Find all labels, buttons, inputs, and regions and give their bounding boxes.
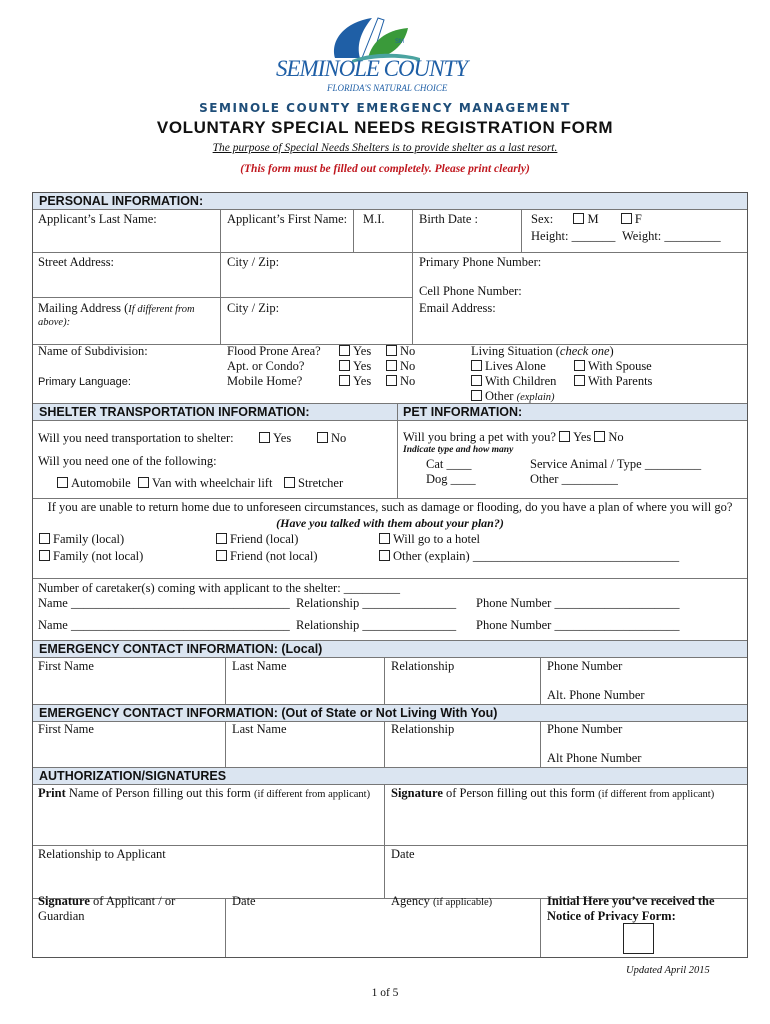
- caretaker-relationship-2[interactable]: Relationship _______________: [296, 618, 457, 632]
- local-first-name-label: First Name: [38, 659, 94, 673]
- sex-f-label: F: [634, 212, 642, 226]
- lives-alone-checkbox[interactable]: [471, 360, 482, 371]
- section-auth-heading: AUTHORIZATION/SIGNATURES: [33, 767, 747, 785]
- caretaker-name-2[interactable]: Name ___________________________________: [38, 618, 290, 632]
- mobile-no-checkbox[interactable]: [386, 375, 397, 386]
- sex-field: [531, 212, 642, 227]
- relationship-applicant-label: Relationship to Applicant: [38, 847, 166, 861]
- out-phone-label: Phone Number: [547, 722, 623, 736]
- need-following-label: Will you need one of the following:: [38, 454, 217, 468]
- caretaker-relationship-1[interactable]: Relationship _______________: [296, 596, 457, 610]
- section-transport-heading: SHELTER TRANSPORTATION INFORMATION:: [33, 403, 397, 421]
- dog-field[interactable]: Dog ____: [426, 472, 476, 486]
- date-label-1: Date: [391, 847, 415, 861]
- agency-label: Agency (if applicable): [391, 894, 493, 908]
- sex-label: Sex:: [531, 212, 554, 226]
- section-personal-heading: PERSONAL INFORMATION:: [33, 193, 747, 210]
- friend-not-local-checkbox[interactable]: [216, 550, 227, 561]
- plan-options-col2: Friend (local) Friend (not local): [216, 531, 317, 565]
- mailing-address-note: above):: [38, 317, 71, 328]
- bring-pet-label: Will you bring a pet with you? Yes No: [403, 430, 624, 444]
- updated-date: Updated April 2015: [626, 965, 710, 976]
- van-checkbox[interactable]: [138, 477, 149, 488]
- svg-text:SM: SM: [395, 39, 404, 45]
- out-alt-phone-label: Alt Phone Number: [547, 751, 642, 765]
- primary-phone-label: Primary Phone Number:: [419, 255, 542, 269]
- mi-label: M.I.: [363, 212, 385, 226]
- apt-no-checkbox[interactable]: [386, 360, 397, 371]
- out-last-name-label: Last Name: [232, 722, 287, 736]
- out-relationship-label: Relationship: [391, 722, 455, 736]
- local-phone-label: Phone Number: [547, 659, 623, 673]
- privacy-notice-label: Initial Here you’ve received the Notice of Privacy Form:: [547, 894, 715, 923]
- pet-types-col2: [530, 457, 701, 487]
- birth-date-label: Birth Date :: [419, 212, 479, 226]
- out-first-name-label: First Name: [38, 722, 94, 736]
- primary-language-label: Primary Language:: [38, 376, 131, 388]
- subdivision-label: Name of Subdivision:: [38, 344, 148, 358]
- living-situation: Living Situation (check one) Lives Alone With Children Other (explain): [471, 344, 614, 403]
- section-emergency-out-heading: EMERGENCY CONTACT INFORMATION: (Out of State or Not Living With You): [33, 704, 747, 722]
- pet-other-field[interactable]: Other _________: [530, 472, 618, 486]
- agency-name: SEMINOLE COUNTY EMERGENCY MANAGEMENT: [199, 101, 571, 115]
- stretcher-checkbox[interactable]: [284, 477, 295, 488]
- svg-text:SEMINOLE COUNTY: SEMINOLE COUNTY: [276, 56, 468, 81]
- street-address-label: Street Address:: [38, 255, 115, 269]
- mailing-address-label: Mailing Address (If different from: [38, 301, 195, 315]
- first-name-label: Applicant’s First Name:: [227, 212, 348, 226]
- service-animal-field[interactable]: Service Animal / Type _________: [530, 457, 702, 471]
- housing-questions: [227, 344, 321, 389]
- fill-instruction: (This form must be filled out completely. Please print clearly): [240, 163, 530, 175]
- last-name-label: Applicant’s Last Name:: [38, 212, 157, 226]
- print-name-label: Print Name of Person filling out this form (if different from applicant): [38, 786, 371, 800]
- other-checkbox[interactable]: [471, 390, 482, 401]
- hotel-checkbox[interactable]: [379, 533, 390, 544]
- pet-indicate-note: Indicate type and how many: [403, 445, 514, 455]
- sex-m-checkbox[interactable]: [573, 213, 584, 224]
- pet-yes-checkbox[interactable]: [559, 431, 570, 442]
- with-children-checkbox[interactable]: [471, 375, 482, 386]
- sex-f-checkbox[interactable]: [621, 213, 632, 224]
- transport-no-option: No: [317, 431, 346, 446]
- page-number: 1 of 5: [371, 987, 399, 999]
- email-label: Email Address:: [419, 301, 496, 315]
- plan-talked-note: (Have you talked with them about your plan?): [276, 516, 504, 530]
- local-relationship-label: Relationship: [391, 659, 455, 673]
- flood-prone-label: Flood Prone Area?: [227, 344, 321, 358]
- section-pet-heading: PET INFORMATION:: [397, 403, 747, 421]
- transport-no-checkbox[interactable]: [317, 432, 328, 443]
- flood-yes-checkbox[interactable]: [339, 345, 350, 356]
- living-situation-label: Living Situation (check one): [471, 344, 614, 358]
- sex-m-label: M: [587, 212, 599, 226]
- need-transport-label: Will you need transportation to shelter:: [38, 431, 234, 445]
- automobile-option: Automobile: [57, 476, 131, 491]
- plan-other-checkbox[interactable]: [379, 550, 390, 561]
- city-zip-label: City / Zip:: [227, 255, 280, 269]
- apt-yes-checkbox[interactable]: [339, 360, 350, 371]
- stretcher-option: Stretcher: [284, 476, 343, 491]
- date-label-2: Date: [232, 894, 256, 908]
- caretaker-phone-2[interactable]: Phone Number ____________________: [476, 618, 680, 632]
- caretaker-phone-1[interactable]: Phone Number ____________________: [476, 596, 680, 610]
- pet-types-col1: [426, 457, 476, 487]
- van-option: Van with wheelchair lift: [138, 476, 272, 491]
- registration-form: [32, 192, 748, 958]
- applicant-signature-label: Signature of Applicant / or Guardian: [38, 894, 176, 923]
- mobile-home-label: Mobile Home?: [227, 374, 303, 388]
- plan-question: If you are unable to return home due to unforeseen circumstances, such as damage or flooding, do you have a plan of where you will go?: [47, 500, 733, 514]
- transport-yes-checkbox[interactable]: [259, 432, 270, 443]
- family-local-checkbox[interactable]: [39, 533, 50, 544]
- cell-phone-label: Cell Phone Number:: [419, 284, 522, 298]
- housing-no-options: No No No: [386, 344, 415, 389]
- pet-no-checkbox[interactable]: [594, 431, 605, 442]
- privacy-initial-box[interactable]: [623, 923, 654, 954]
- apt-condo-label: Apt. or Condo?: [227, 359, 305, 373]
- living-situation-col2: With Spouse With Parents: [574, 359, 652, 389]
- automobile-checkbox[interactable]: [57, 477, 68, 488]
- transport-yes-option: Yes: [259, 431, 291, 446]
- local-alt-phone-label: Alt. Phone Number: [547, 688, 645, 702]
- weight-field[interactable]: Weight: _________: [622, 229, 721, 243]
- purpose-statement: The purpose of Special Needs Shelters is to provide shelter as a last resort.: [212, 142, 558, 154]
- caretaker-name-1[interactable]: Name ___________________________________: [38, 596, 290, 610]
- friend-local-checkbox[interactable]: [216, 533, 227, 544]
- caretaker-count-field[interactable]: Number of caretaker(s) coming with applicant to the shelter: _________: [38, 581, 401, 595]
- seminole-county-logo: [0, 0, 770, 100]
- local-last-name-label: Last Name: [232, 659, 287, 673]
- logo-mark-icon: [0, 0, 770, 100]
- flood-no-checkbox[interactable]: [386, 345, 397, 356]
- mobile-yes-checkbox[interactable]: [339, 375, 350, 386]
- form-title: VOLUNTARY SPECIAL NEEDS REGISTRATION FORM: [156, 118, 614, 137]
- housing-yes-options: Yes Yes Yes: [339, 344, 371, 389]
- svg-text:FLORIDA'S NATURAL CHOICE: FLORIDA'S NATURAL CHOICE: [327, 83, 448, 93]
- signature-filler-label: Signature of Person filling out this form (if different from applicant): [391, 786, 715, 800]
- section-emergency-local-heading: EMERGENCY CONTACT INFORMATION: (Local): [33, 640, 747, 658]
- plan-options-col1: Family (local) Family (not local): [39, 531, 143, 565]
- with-parents-checkbox[interactable]: [574, 375, 585, 386]
- cat-field[interactable]: Cat ____: [426, 457, 472, 471]
- with-spouse-checkbox[interactable]: [574, 360, 585, 371]
- family-not-local-checkbox[interactable]: [39, 550, 50, 561]
- height-field[interactable]: Height: _______: [531, 229, 616, 243]
- mailing-city-zip-label: City / Zip:: [227, 301, 280, 315]
- plan-options-col3: Will go to a hotel Other (explain) _________________________________: [379, 531, 679, 565]
